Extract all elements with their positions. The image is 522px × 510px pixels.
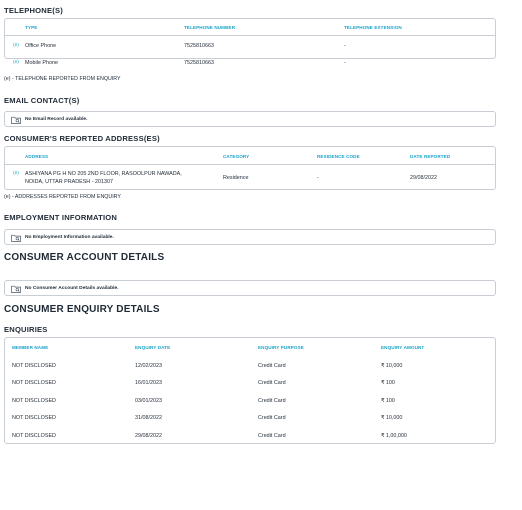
employment-empty-state <box>4 229 496 245</box>
folder-search-icon <box>11 234 21 242</box>
enquiry-purpose: Credit Card <box>258 415 286 421</box>
enquiry-amount: ₹ 100 <box>381 398 395 404</box>
telephones-title: TELEPHONE(S) <box>4 6 63 15</box>
telephone-type: Office Phone <box>25 43 57 49</box>
enquiry-details-title: CONSUMER ENQUIRY DETAILS <box>4 304 160 315</box>
enquiry-amount: ₹ 1,00,000 <box>381 433 407 439</box>
col-header-date-reported: DATE REPORTED <box>410 154 451 159</box>
col-header-type: TYPE <box>25 25 38 30</box>
enquiry-tag: (e) <box>13 43 19 48</box>
telephones-note: (e) - TELEPHONE REPORTED FROM ENQUIRY <box>4 76 121 82</box>
telephone-number: 7525810663 <box>184 60 214 66</box>
enquiry-date: 29/08/2022 <box>135 433 162 439</box>
member-name: NOT DISCLOSED <box>12 363 56 369</box>
employment-empty-text: No Employment Information available. <box>25 235 114 240</box>
accounts-title: CONSUMER ACCOUNT DETAILS <box>4 252 165 263</box>
col-header-enquiry-amount: ENQUIRY AMOUNT <box>381 345 425 350</box>
address-category: Residence <box>223 175 249 181</box>
member-name: NOT DISCLOSED <box>12 433 56 439</box>
telephone-extension: - <box>344 43 346 49</box>
folder-search-icon <box>11 285 21 293</box>
enquiry-tag: (e) <box>13 171 19 176</box>
enquiry-purpose: Credit Card <box>258 363 286 369</box>
col-header-residence-code: RESIDENCE CODE <box>317 154 360 159</box>
member-name: NOT DISCLOSED <box>12 415 56 421</box>
telephone-number: 7525810663 <box>184 43 214 49</box>
col-header-enquiry-purpose: ENQUIRY PURPOSE <box>258 345 304 350</box>
addresses-note: (e) - ADDRESSES REPORTED FROM ENQUIRY <box>4 194 121 200</box>
accounts-empty-text: No Consumer Account Details available. <box>25 286 119 291</box>
accounts-empty-state <box>4 280 496 296</box>
email-empty-text: No Email Record available. <box>25 117 88 122</box>
enquiry-date: 31/08/2022 <box>135 415 162 421</box>
header-divider <box>5 35 495 36</box>
telephones-table <box>4 18 496 66</box>
col-header-telephone-extension: TELEPHONE EXTENSION <box>344 25 402 30</box>
enquiries-table <box>4 337 496 444</box>
enquiry-purpose: Credit Card <box>258 380 286 386</box>
col-header-category: CATEGORY <box>223 154 250 159</box>
enquiry-amount: ₹ 100 <box>381 380 395 386</box>
addresses-table <box>4 146 496 190</box>
enquiry-purpose: Credit Card <box>258 398 286 404</box>
address-line-2: NOIDA, UTTAR PRADESH - 201307 <box>25 179 113 185</box>
member-name: NOT DISCLOSED <box>12 398 56 404</box>
telephone-extension: - <box>344 60 346 66</box>
telephone-type: Mobile Phone <box>25 60 58 66</box>
enquiry-tag: (e) <box>13 60 19 65</box>
col-header-telephone-number: TELEPHONE NUMBER <box>184 25 236 30</box>
enquiry-purpose: Credit Card <box>258 433 286 439</box>
folder-search-icon <box>11 116 21 124</box>
col-header-address: ADDRESS <box>25 154 49 159</box>
employment-title: EMPLOYMENT INFORMATION <box>4 213 118 222</box>
enquiry-date: 03/01/2023 <box>135 398 162 404</box>
enquiry-date: 12/02/2023 <box>135 363 162 369</box>
header-divider <box>5 164 495 165</box>
residence-code: - <box>317 175 319 181</box>
date-reported: 29/08/2022 <box>410 175 437 181</box>
addresses-title: CONSUMER'S REPORTED ADDRESS(ES) <box>4 134 160 143</box>
email-title: EMAIL CONTACT(S) <box>4 96 80 105</box>
col-header-member-name: MEMBER NAME <box>12 345 49 350</box>
enquiry-amount: ₹ 10,000 <box>381 415 403 421</box>
address-line-1: ASHIYANA PG H NO 205 2ND FLOOR, RASOOLPUR NAWADA, <box>25 171 182 177</box>
member-name: NOT DISCLOSED <box>12 380 56 386</box>
enquiries-title: ENQUIRIES <box>4 325 48 334</box>
col-header-enquiry-date: ENQUIRY DATE <box>135 345 171 350</box>
enquiry-date: 16/01/2023 <box>135 380 162 386</box>
email-empty-state <box>4 111 496 127</box>
enquiry-amount: ₹ 10,000 <box>381 363 403 369</box>
